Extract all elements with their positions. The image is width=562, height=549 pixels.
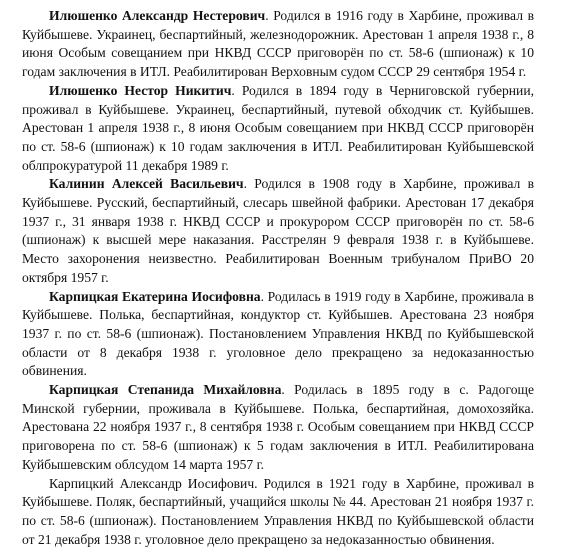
entry-kalinin-aleksey xyxy=(22,175,534,287)
entry-name: Карпицкая Степанида Михайловна xyxy=(49,382,282,398)
entry-name: Илюшенко Нестор Никитич xyxy=(49,82,232,98)
entry-name: Калинин Алексей Васильевич xyxy=(49,176,244,192)
document-page xyxy=(22,7,534,549)
entry-name: Илюшенко Александр Нестерович xyxy=(49,8,266,23)
entry-text: Карпицкий Александр Иосифович. Родился в 1921 году в Харбине, проживал в Куйбышеве. Поляк, беспартийный, учащийся школы № 44. Арестован 21 ноября 1937 г. по ст. 58-6 (шпионаж). Постановлением Управления НКВД по Куйбышевской области от 21 декабря 1938 г. уголовное дело прекращено за недоказанностью обвинения. xyxy=(22,475,534,547)
entry-karpitskaya-stepanida xyxy=(22,381,534,475)
entry-karpitskaya-ekaterina xyxy=(22,288,534,382)
entry-text: . Родилась в 1895 году в с. Радогоще Минской губернии, проживала в Куйбышеве. Полька, беспартийная, домохозяйка. Арестована 22 ноября 1937 г., 8 сентября 1938 г. Особым совещанием при НКВД СССР приговорена по ст. 58-6 (шпионаж) к 5 годам заключения в ИТЛ. Реабилитирована Куйбышевским облсудом 14 марта 1957 г. xyxy=(22,382,534,472)
entry-ilyushenko-aleksandr xyxy=(22,7,534,82)
entry-text: . Родился в 1916 году в Харбине, проживал в Куйбышеве. Украинец, беспартийный, железнодорожник. Арестован 1 апреля 1938 г., 8 июня Особым совещанием при НКВД СССР приговорён по ст. 58-6 (шпионаж) к 10 годам заключения в ИТЛ. Реабилитирован Верховным судом СССР 29 сентября 1954 г. xyxy=(22,8,534,80)
entry-name: Карпицкая Екатерина Иосифовна xyxy=(49,288,261,304)
entry-ilyushenko-nestor xyxy=(22,82,534,176)
entry-text: . Родился в 1908 году в Харбине, проживал в Куйбышеве. Русский, беспартийный, слесарь швейной фабрики. Арестован 17 декабря 1937 г., 31 января 1938 г. НКВД СССР и прокурором СССР приговорён по ст. 58-6 (шпионаж) к высшей мере наказания. Расстрелян 9 февраля 1938 г. в Куйбышеве. Место захоронения неизвестно. Реабилитирован Военным трибуналом ПриВО 20 октября 1957 г. xyxy=(22,176,534,285)
entry-text: . Родился в 1894 году в Черниговской губернии, проживал в Куйбышеве. Украинец, беспартийный, путевой обходчик ст. Куйбышев. Арестован 1 апреля 1938 г., 8 июня Особым совещанием при НКВД СССР приговорён по ст. 58-6 (шпионаж) к 10 годам заключения в ИТЛ. Реабилитирован Куйбышевской облпрокуратурой 11 декабря 1989 г. xyxy=(22,82,534,173)
entry-text: . Родилась в 1919 году в Харбине, проживала в Куйбышеве. Полька, беспартийная, кондуктор ст. Куйбышев. Арестована 23 ноября 1937 г. по ст. 58-6 (шпионаж). Постановлением Управления НКВД по Куйбышевской области от 8 декабря 1938 г. уголовное дело прекращено за недоказанностью обвинения. xyxy=(22,288,534,379)
entry-karpitskiy-aleksandr xyxy=(22,475,534,549)
